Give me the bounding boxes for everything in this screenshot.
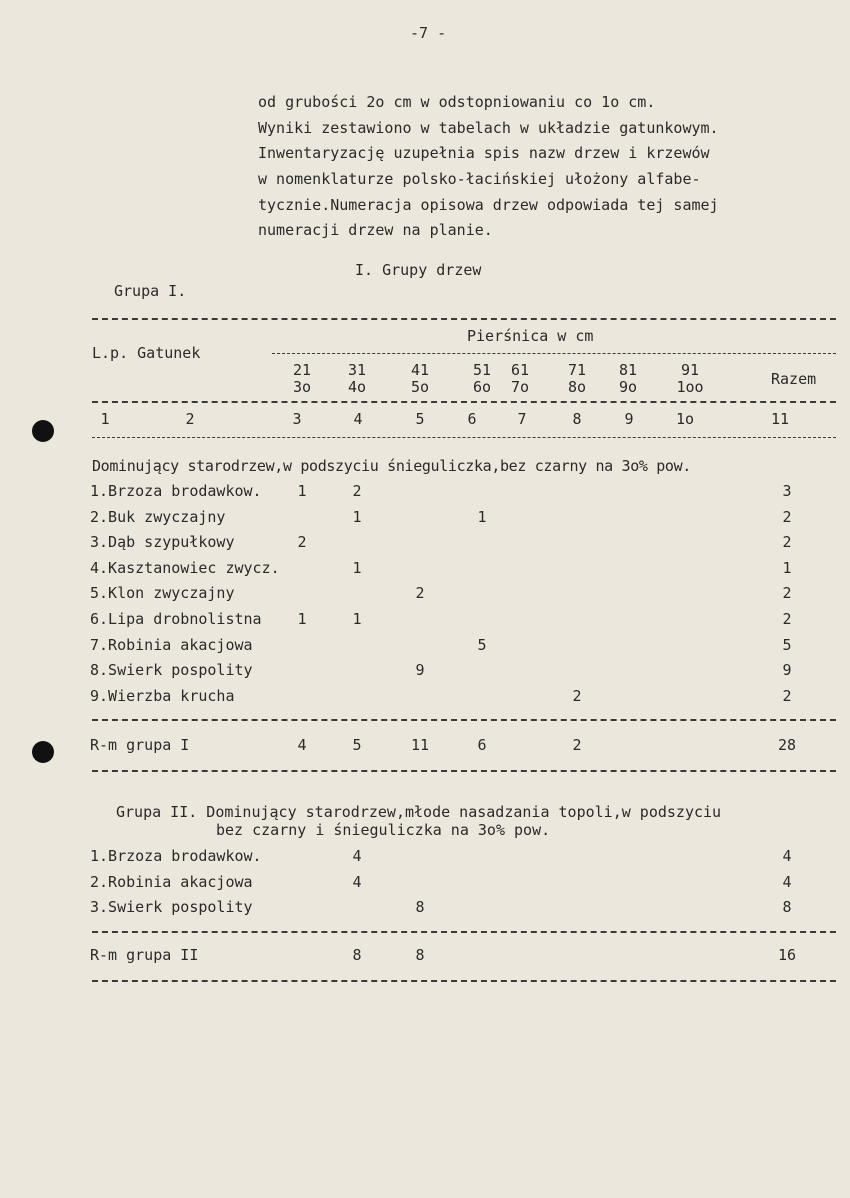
column-number: 3 — [292, 410, 302, 428]
range-to: 4o — [347, 378, 367, 396]
range-to: 3o — [292, 378, 312, 396]
count-cell: 4 — [297, 736, 307, 754]
total-cell: 9 — [782, 661, 792, 680]
count-cell: 1 — [352, 610, 362, 628]
range-from: 81 — [618, 361, 638, 379]
column-number: 8 — [572, 410, 582, 428]
header-razem: Razem — [771, 370, 817, 388]
species-name: 8.Swierk pospolity — [90, 661, 253, 680]
table-rule — [92, 980, 836, 982]
intro-line: Wyniki zestawiono w tabelach w układzie gatunkowym. — [258, 119, 719, 137]
range-from: 41 — [410, 361, 430, 379]
group2-desc-line2: bez czarny i śnieguliczka na 3o% pow. — [216, 821, 551, 839]
total-cell: 8 — [782, 898, 792, 916]
count-cell: 8 — [415, 946, 425, 964]
count-cell: 4 — [352, 847, 362, 865]
count-cell: 8 — [415, 898, 425, 916]
group1-label: Grupa I. — [114, 282, 187, 300]
species-name: R-m grupa I — [90, 736, 190, 754]
header-piersnica: Pierśnica w cm — [467, 327, 594, 345]
group1-description: Dominujący starodrzew,w podszyciu śnieguliczka,bez czarny na 3o% pow. — [92, 457, 691, 475]
column-number: 11 — [770, 410, 790, 428]
count-cell: 2 — [572, 686, 582, 705]
column-number: 1 — [100, 410, 110, 428]
intro-line: od grubości 2o cm w odstopniowaniu co 1o cm. — [258, 93, 656, 111]
punch-hole — [32, 741, 54, 763]
species-name: 4.Kasztanowiec zwycz. — [90, 558, 280, 577]
species-name: 9.Wierzba krucha — [90, 686, 235, 705]
species-name: 5.Klon zwyczajny — [90, 584, 235, 603]
total-cell: 28 — [777, 736, 797, 754]
column-number: 5 — [415, 410, 425, 428]
total-cell: 16 — [777, 946, 797, 964]
count-cell: 2 — [415, 584, 425, 603]
range-to: 9o — [618, 378, 638, 396]
range-from: 61 — [510, 361, 530, 379]
total-cell: 4 — [782, 847, 792, 865]
section-title: I. Grupy drzew — [355, 261, 482, 279]
range-from: 21 — [292, 361, 312, 379]
page-number: -7 - — [410, 24, 447, 42]
table-rule — [92, 719, 836, 721]
species-name: 2.Buk zwyczajny — [90, 507, 226, 526]
species-name: 2.Robinia akacjowa — [90, 872, 253, 891]
total-cell: 3 — [782, 482, 792, 500]
header-subrule — [272, 353, 836, 354]
range-from: 71 — [567, 361, 587, 379]
count-cell: 1 — [477, 507, 487, 526]
count-cell: 9 — [415, 661, 425, 680]
count-cell: 1 — [297, 610, 307, 628]
count-cell: 11 — [410, 736, 430, 754]
group2-desc-line1: Grupa II. Dominujący starodrzew,młode nasadzania topoli,w podszyciu — [116, 803, 722, 821]
count-cell: 1 — [297, 482, 307, 500]
count-cell: 4 — [352, 872, 362, 891]
species-name: 3.Swierk pospolity — [90, 898, 253, 916]
total-cell: 1 — [782, 558, 792, 577]
total-cell: 2 — [782, 686, 792, 705]
column-number: 4 — [353, 410, 363, 428]
table-rule — [92, 318, 836, 320]
column-number: 6 — [467, 410, 477, 428]
column-number: 9 — [624, 410, 634, 428]
species-name: 1.Brzoza brodawkow. — [90, 847, 262, 865]
count-cell: 8 — [352, 946, 362, 964]
range-to: 1oo — [676, 378, 704, 396]
column-number: 7 — [517, 410, 527, 428]
table-rule — [92, 401, 836, 403]
total-cell: 2 — [782, 533, 792, 552]
range-from: 91 — [680, 361, 700, 379]
table-rule — [92, 437, 836, 438]
count-cell: 2 — [572, 736, 582, 754]
species-name: 3.Dąb szypułkowy — [90, 533, 235, 552]
column-number: 2 — [185, 410, 195, 428]
range-from: 31 — [347, 361, 367, 379]
range-to: 8o — [567, 378, 587, 396]
count-cell: 6 — [477, 736, 487, 754]
intro-line: tycznie.Numeracja opisowa drzew odpowiada tej samej — [258, 196, 719, 214]
count-cell: 2 — [297, 533, 307, 552]
total-cell: 2 — [782, 507, 792, 526]
punch-hole — [32, 420, 54, 442]
count-cell: 1 — [352, 558, 362, 577]
total-cell: 2 — [782, 610, 792, 628]
intro-line: w nomenklaturze polsko-łacińskiej ułożony alfabe- — [258, 170, 701, 188]
species-name: 6.Lipa drobnolistna — [90, 610, 262, 628]
intro-line: Inwentaryzację uzupełnia spis nazw drzew i krzewów — [258, 144, 710, 162]
column-number: 1o — [675, 410, 695, 428]
count-cell: 2 — [352, 482, 362, 500]
table-rule — [92, 931, 836, 933]
total-cell: 2 — [782, 584, 792, 603]
species-name: 7.Robinia akacjowa — [90, 635, 253, 654]
count-cell: 5 — [477, 635, 487, 654]
range-to: 6o — [472, 378, 492, 396]
species-name: 1.Brzoza brodawkow. — [90, 482, 262, 500]
total-cell: 4 — [782, 872, 792, 891]
total-cell: 5 — [782, 635, 792, 654]
count-cell: 1 — [352, 507, 362, 526]
count-cell: 5 — [352, 736, 362, 754]
header-lp-gatunek: L.p. Gatunek — [92, 344, 201, 362]
table-rule — [92, 770, 836, 772]
intro-line: numeracji drzew na planie. — [258, 221, 493, 239]
species-name: R-m grupa II — [90, 946, 199, 964]
range-to: 5o — [410, 378, 430, 396]
range-from: 51 — [472, 361, 492, 379]
range-to: 7o — [510, 378, 530, 396]
